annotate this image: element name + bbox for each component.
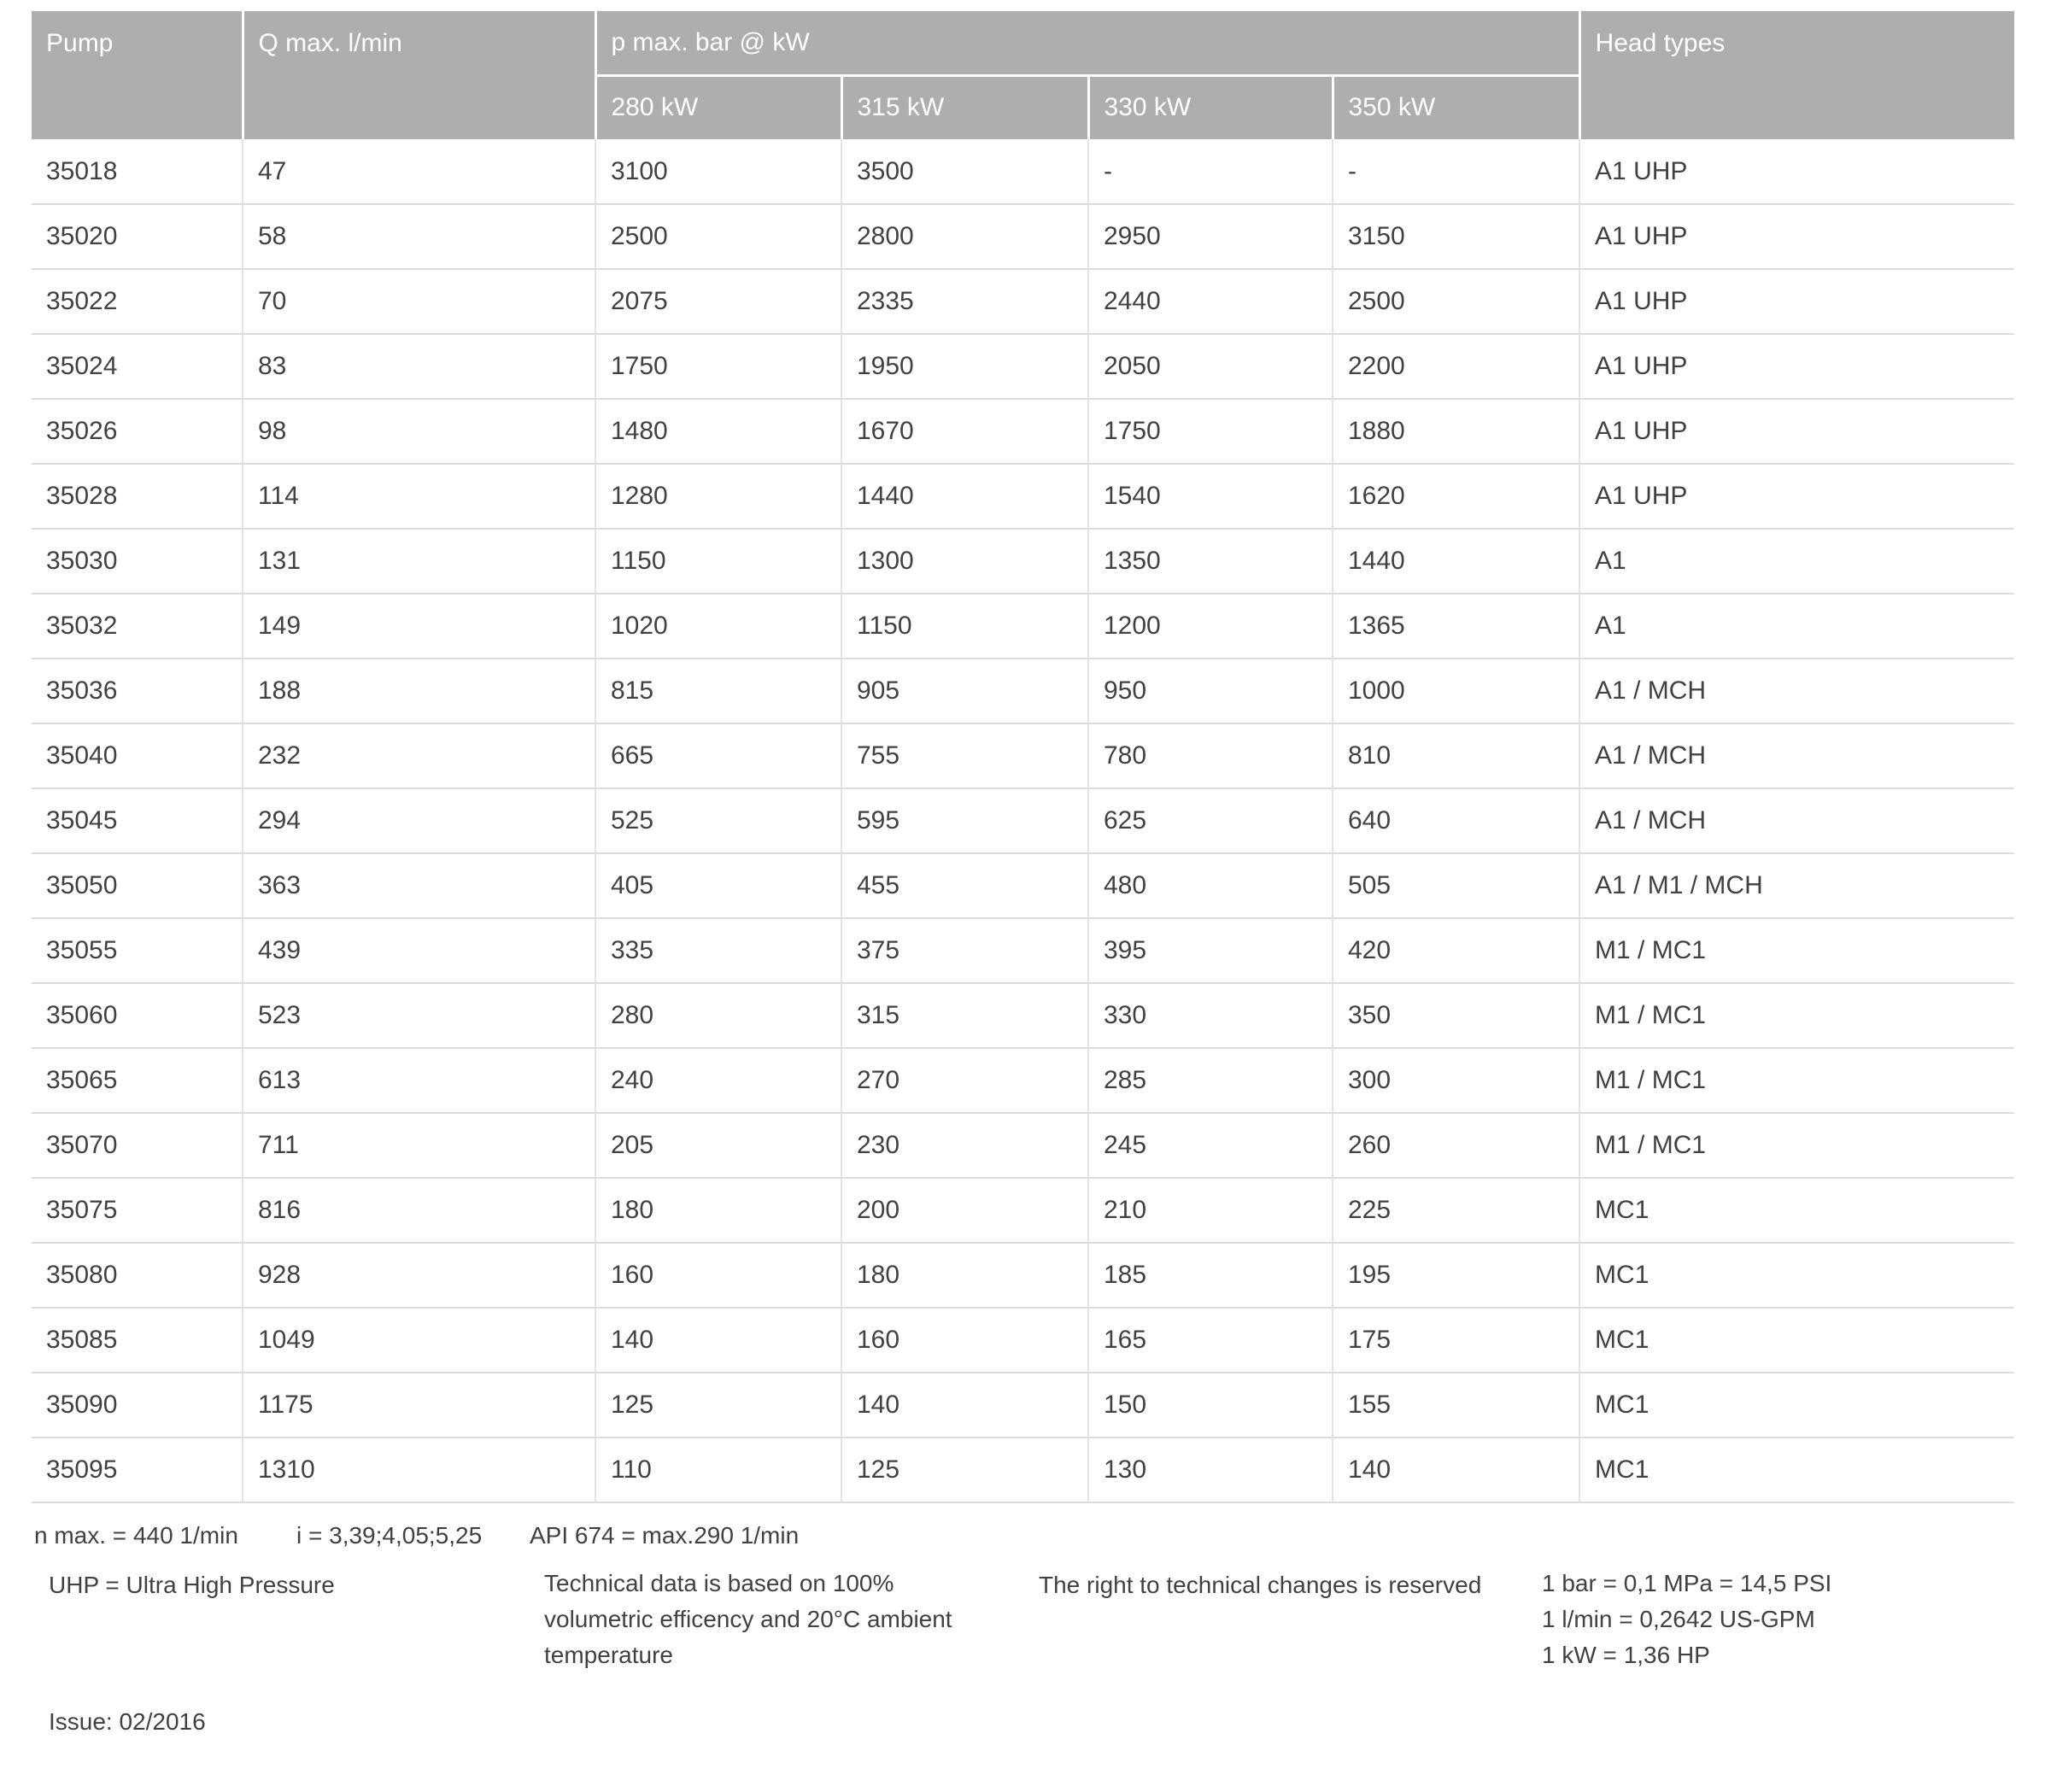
cell-330kw: 1350 <box>1088 529 1333 594</box>
cell-head: A1 <box>1579 594 2014 659</box>
cell-315kw: 905 <box>841 659 1088 723</box>
cell-330kw: 1750 <box>1088 399 1333 464</box>
table-row <box>32 399 2014 464</box>
table-row <box>32 983 2014 1048</box>
cell-350kw: 3150 <box>1333 204 1579 269</box>
cell-pump: 35020 <box>32 204 243 269</box>
cell-315kw: 1300 <box>841 529 1088 594</box>
cell-pump: 35050 <box>32 853 243 918</box>
cell-280kw: 335 <box>595 918 841 983</box>
table-row <box>32 1373 2014 1438</box>
cell-315kw: 125 <box>841 1438 1088 1502</box>
cell-330kw: 165 <box>1088 1308 1333 1373</box>
cell-280kw: 280 <box>595 983 841 1048</box>
note-n-max: n max. = 440 1/min <box>34 1522 238 1549</box>
cell-head: M1 / MC1 <box>1579 1048 2014 1113</box>
cell-350kw: 1365 <box>1333 594 1579 659</box>
table-row <box>32 1113 2014 1178</box>
note-conversion-line: 1 kW = 1,36 HP <box>1542 1642 1710 1668</box>
cell-315kw: 2335 <box>841 269 1088 334</box>
cell-pump: 35045 <box>32 788 243 853</box>
cell-head: MC1 <box>1579 1373 2014 1438</box>
table-row <box>32 788 2014 853</box>
cell-330kw: 950 <box>1088 659 1333 723</box>
cell-qmax: 711 <box>243 1113 595 1178</box>
cell-head: MC1 <box>1579 1243 2014 1308</box>
cell-qmax: 149 <box>243 594 595 659</box>
cell-315kw: 180 <box>841 1243 1088 1308</box>
cell-330kw: 330 <box>1088 983 1333 1048</box>
cell-head: A1 / MCH <box>1579 788 2014 853</box>
note-technical-line: temperature <box>544 1642 673 1668</box>
cell-315kw: 270 <box>841 1048 1088 1113</box>
col-header-315kw: 315 kW <box>841 75 1088 139</box>
note-conversion-line: 1 l/min = 0,2642 US-GPM <box>1542 1606 1815 1632</box>
cell-280kw: 1750 <box>595 334 841 399</box>
table-row <box>32 723 2014 788</box>
cell-330kw: 780 <box>1088 723 1333 788</box>
cell-pump: 35095 <box>32 1438 243 1502</box>
cell-280kw: 205 <box>595 1113 841 1178</box>
cell-head: M1 / MC1 <box>1579 918 2014 983</box>
cell-pump: 35022 <box>32 269 243 334</box>
cell-head: MC1 <box>1579 1308 2014 1373</box>
cell-330kw: 130 <box>1088 1438 1333 1502</box>
cell-315kw: 200 <box>841 1178 1088 1243</box>
cell-350kw: 505 <box>1333 853 1579 918</box>
cell-315kw: 1440 <box>841 464 1088 529</box>
cell-330kw: 285 <box>1088 1048 1333 1113</box>
cell-qmax: 928 <box>243 1243 595 1308</box>
cell-315kw: 1950 <box>841 334 1088 399</box>
table-row <box>32 1048 2014 1113</box>
note-technical-line: volumetric efficency and 20°C ambient <box>544 1606 952 1632</box>
cell-280kw: 2075 <box>595 269 841 334</box>
cell-330kw: - <box>1088 139 1333 204</box>
cell-315kw: 375 <box>841 918 1088 983</box>
cell-315kw: 1670 <box>841 399 1088 464</box>
cell-350kw: 260 <box>1333 1113 1579 1178</box>
col-header-350kw: 350 kW <box>1333 75 1579 139</box>
cell-330kw: 480 <box>1088 853 1333 918</box>
table-row <box>32 1308 2014 1373</box>
cell-280kw: 140 <box>595 1308 841 1373</box>
cell-280kw: 525 <box>595 788 841 853</box>
cell-350kw: 350 <box>1333 983 1579 1048</box>
cell-280kw: 125 <box>595 1373 841 1438</box>
cell-head: M1 / MC1 <box>1579 983 2014 1048</box>
cell-qmax: 1175 <box>243 1373 595 1438</box>
note-technical-line: Technical data is based on 100% <box>544 1570 894 1596</box>
cell-head: A1 <box>1579 529 2014 594</box>
note-conversions <box>1542 1566 1986 1673</box>
note-i-ratio: i = 3,39;4,05;5,25 <box>296 1522 483 1549</box>
cell-head: A1 UHP <box>1579 269 2014 334</box>
cell-pump: 35080 <box>32 1243 243 1308</box>
cell-head: MC1 <box>1579 1178 2014 1243</box>
cell-head: A1 UHP <box>1579 399 2014 464</box>
cell-head: A1 UHP <box>1579 334 2014 399</box>
note-uhp: UHP = Ultra High Pressure <box>49 1572 335 1598</box>
table-body <box>32 139 2014 1502</box>
col-header-head-types: Head types <box>1579 11 2014 139</box>
cell-315kw: 160 <box>841 1308 1088 1373</box>
table-row <box>32 529 2014 594</box>
cell-qmax: 1049 <box>243 1308 595 1373</box>
cell-350kw: 195 <box>1333 1243 1579 1308</box>
cell-head: A1 UHP <box>1579 204 2014 269</box>
cell-350kw: 140 <box>1333 1438 1579 1502</box>
col-header-pmax-group: p max. bar @ kW <box>595 11 1579 75</box>
cell-280kw: 180 <box>595 1178 841 1243</box>
cell-280kw: 160 <box>595 1243 841 1308</box>
table-row <box>32 139 2014 204</box>
cell-pump: 35065 <box>32 1048 243 1113</box>
cell-pump: 35018 <box>32 139 243 204</box>
cell-qmax: 98 <box>243 399 595 464</box>
col-header-qmax: Q max. l/min <box>243 11 595 139</box>
cell-qmax: 523 <box>243 983 595 1048</box>
note-conversion-line: 1 bar = 0,1 MPa = 14,5 PSI <box>1542 1570 1832 1596</box>
cell-qmax: 363 <box>243 853 595 918</box>
cell-280kw: 1020 <box>595 594 841 659</box>
cell-330kw: 395 <box>1088 918 1333 983</box>
cell-350kw: 1880 <box>1333 399 1579 464</box>
cell-350kw: 640 <box>1333 788 1579 853</box>
cell-350kw: - <box>1333 139 1579 204</box>
cell-qmax: 613 <box>243 1048 595 1113</box>
issue-label: Issue: 02/2016 <box>49 1708 206 1735</box>
table-row <box>32 918 2014 983</box>
cell-315kw: 315 <box>841 983 1088 1048</box>
table-row <box>32 659 2014 723</box>
cell-pump: 35024 <box>32 334 243 399</box>
cell-pump: 35028 <box>32 464 243 529</box>
cell-pump: 35070 <box>32 1113 243 1178</box>
cell-315kw: 2800 <box>841 204 1088 269</box>
table-row <box>32 1178 2014 1243</box>
cell-330kw: 625 <box>1088 788 1333 853</box>
note-technical <box>544 1566 1022 1673</box>
cell-qmax: 131 <box>243 529 595 594</box>
table-row <box>32 464 2014 529</box>
cell-head: A1 UHP <box>1579 139 2014 204</box>
cell-head: MC1 <box>1579 1438 2014 1502</box>
cell-350kw: 810 <box>1333 723 1579 788</box>
cell-qmax: 83 <box>243 334 595 399</box>
cell-pump: 35030 <box>32 529 243 594</box>
cell-315kw: 455 <box>841 853 1088 918</box>
cell-pump: 35075 <box>32 1178 243 1243</box>
cell-350kw: 1000 <box>1333 659 1579 723</box>
table-row <box>32 334 2014 399</box>
cell-pump: 35055 <box>32 918 243 983</box>
cell-350kw: 1440 <box>1333 529 1579 594</box>
cell-head: M1 / MC1 <box>1579 1113 2014 1178</box>
table-row <box>32 853 2014 918</box>
table-row <box>32 1438 2014 1502</box>
cell-350kw: 300 <box>1333 1048 1579 1113</box>
cell-330kw: 150 <box>1088 1373 1333 1438</box>
cell-pump: 35040 <box>32 723 243 788</box>
cell-qmax: 70 <box>243 269 595 334</box>
cell-280kw: 1150 <box>595 529 841 594</box>
cell-qmax: 114 <box>243 464 595 529</box>
table-row <box>32 1243 2014 1308</box>
cell-280kw: 2500 <box>595 204 841 269</box>
header-row-1 <box>32 11 2014 75</box>
cell-330kw: 185 <box>1088 1243 1333 1308</box>
cell-qmax: 232 <box>243 723 595 788</box>
cell-pump: 35026 <box>32 399 243 464</box>
cell-head: A1 / M1 / MCH <box>1579 853 2014 918</box>
cell-qmax: 439 <box>243 918 595 983</box>
cell-pump: 35060 <box>32 983 243 1048</box>
cell-330kw: 2050 <box>1088 334 1333 399</box>
cell-330kw: 2950 <box>1088 204 1333 269</box>
cell-350kw: 2500 <box>1333 269 1579 334</box>
cell-330kw: 210 <box>1088 1178 1333 1243</box>
cell-280kw: 405 <box>595 853 841 918</box>
cell-350kw: 175 <box>1333 1308 1579 1373</box>
cell-350kw: 225 <box>1333 1178 1579 1243</box>
cell-qmax: 816 <box>243 1178 595 1243</box>
pump-spec-table <box>32 11 2014 1503</box>
cell-qmax: 47 <box>243 139 595 204</box>
cell-330kw: 1540 <box>1088 464 1333 529</box>
cell-315kw: 140 <box>841 1373 1088 1438</box>
col-header-pump: Pump <box>32 11 243 139</box>
cell-head: A1 / MCH <box>1579 659 2014 723</box>
cell-pump: 35090 <box>32 1373 243 1438</box>
cell-280kw: 240 <box>595 1048 841 1113</box>
cell-head: A1 / MCH <box>1579 723 2014 788</box>
note-rights: The right to technical changes is reserved <box>1039 1572 1482 1598</box>
cell-315kw: 1150 <box>841 594 1088 659</box>
cell-head: A1 UHP <box>1579 464 2014 529</box>
cell-280kw: 665 <box>595 723 841 788</box>
col-header-330kw: 330 kW <box>1088 75 1333 139</box>
cell-315kw: 3500 <box>841 139 1088 204</box>
cell-pump: 35036 <box>32 659 243 723</box>
col-header-280kw: 280 kW <box>595 75 841 139</box>
cell-qmax: 188 <box>243 659 595 723</box>
cell-350kw: 2200 <box>1333 334 1579 399</box>
note-api: API 674 = max.290 1/min <box>530 1522 800 1549</box>
cell-330kw: 2440 <box>1088 269 1333 334</box>
table-row <box>32 269 2014 334</box>
cell-qmax: 294 <box>243 788 595 853</box>
cell-315kw: 595 <box>841 788 1088 853</box>
cell-315kw: 230 <box>841 1113 1088 1178</box>
cell-280kw: 815 <box>595 659 841 723</box>
cell-330kw: 245 <box>1088 1113 1333 1178</box>
cell-330kw: 1200 <box>1088 594 1333 659</box>
cell-315kw: 755 <box>841 723 1088 788</box>
cell-qmax: 1310 <box>243 1438 595 1502</box>
cell-280kw: 110 <box>595 1438 841 1502</box>
table-row <box>32 204 2014 269</box>
cell-350kw: 420 <box>1333 918 1579 983</box>
table-row <box>32 594 2014 659</box>
cell-pump: 35085 <box>32 1308 243 1373</box>
cell-350kw: 1620 <box>1333 464 1579 529</box>
cell-qmax: 58 <box>243 204 595 269</box>
cell-350kw: 155 <box>1333 1373 1579 1438</box>
cell-pump: 35032 <box>32 594 243 659</box>
cell-280kw: 3100 <box>595 139 841 204</box>
cell-280kw: 1480 <box>595 399 841 464</box>
table-header <box>32 11 2014 139</box>
cell-280kw: 1280 <box>595 464 841 529</box>
